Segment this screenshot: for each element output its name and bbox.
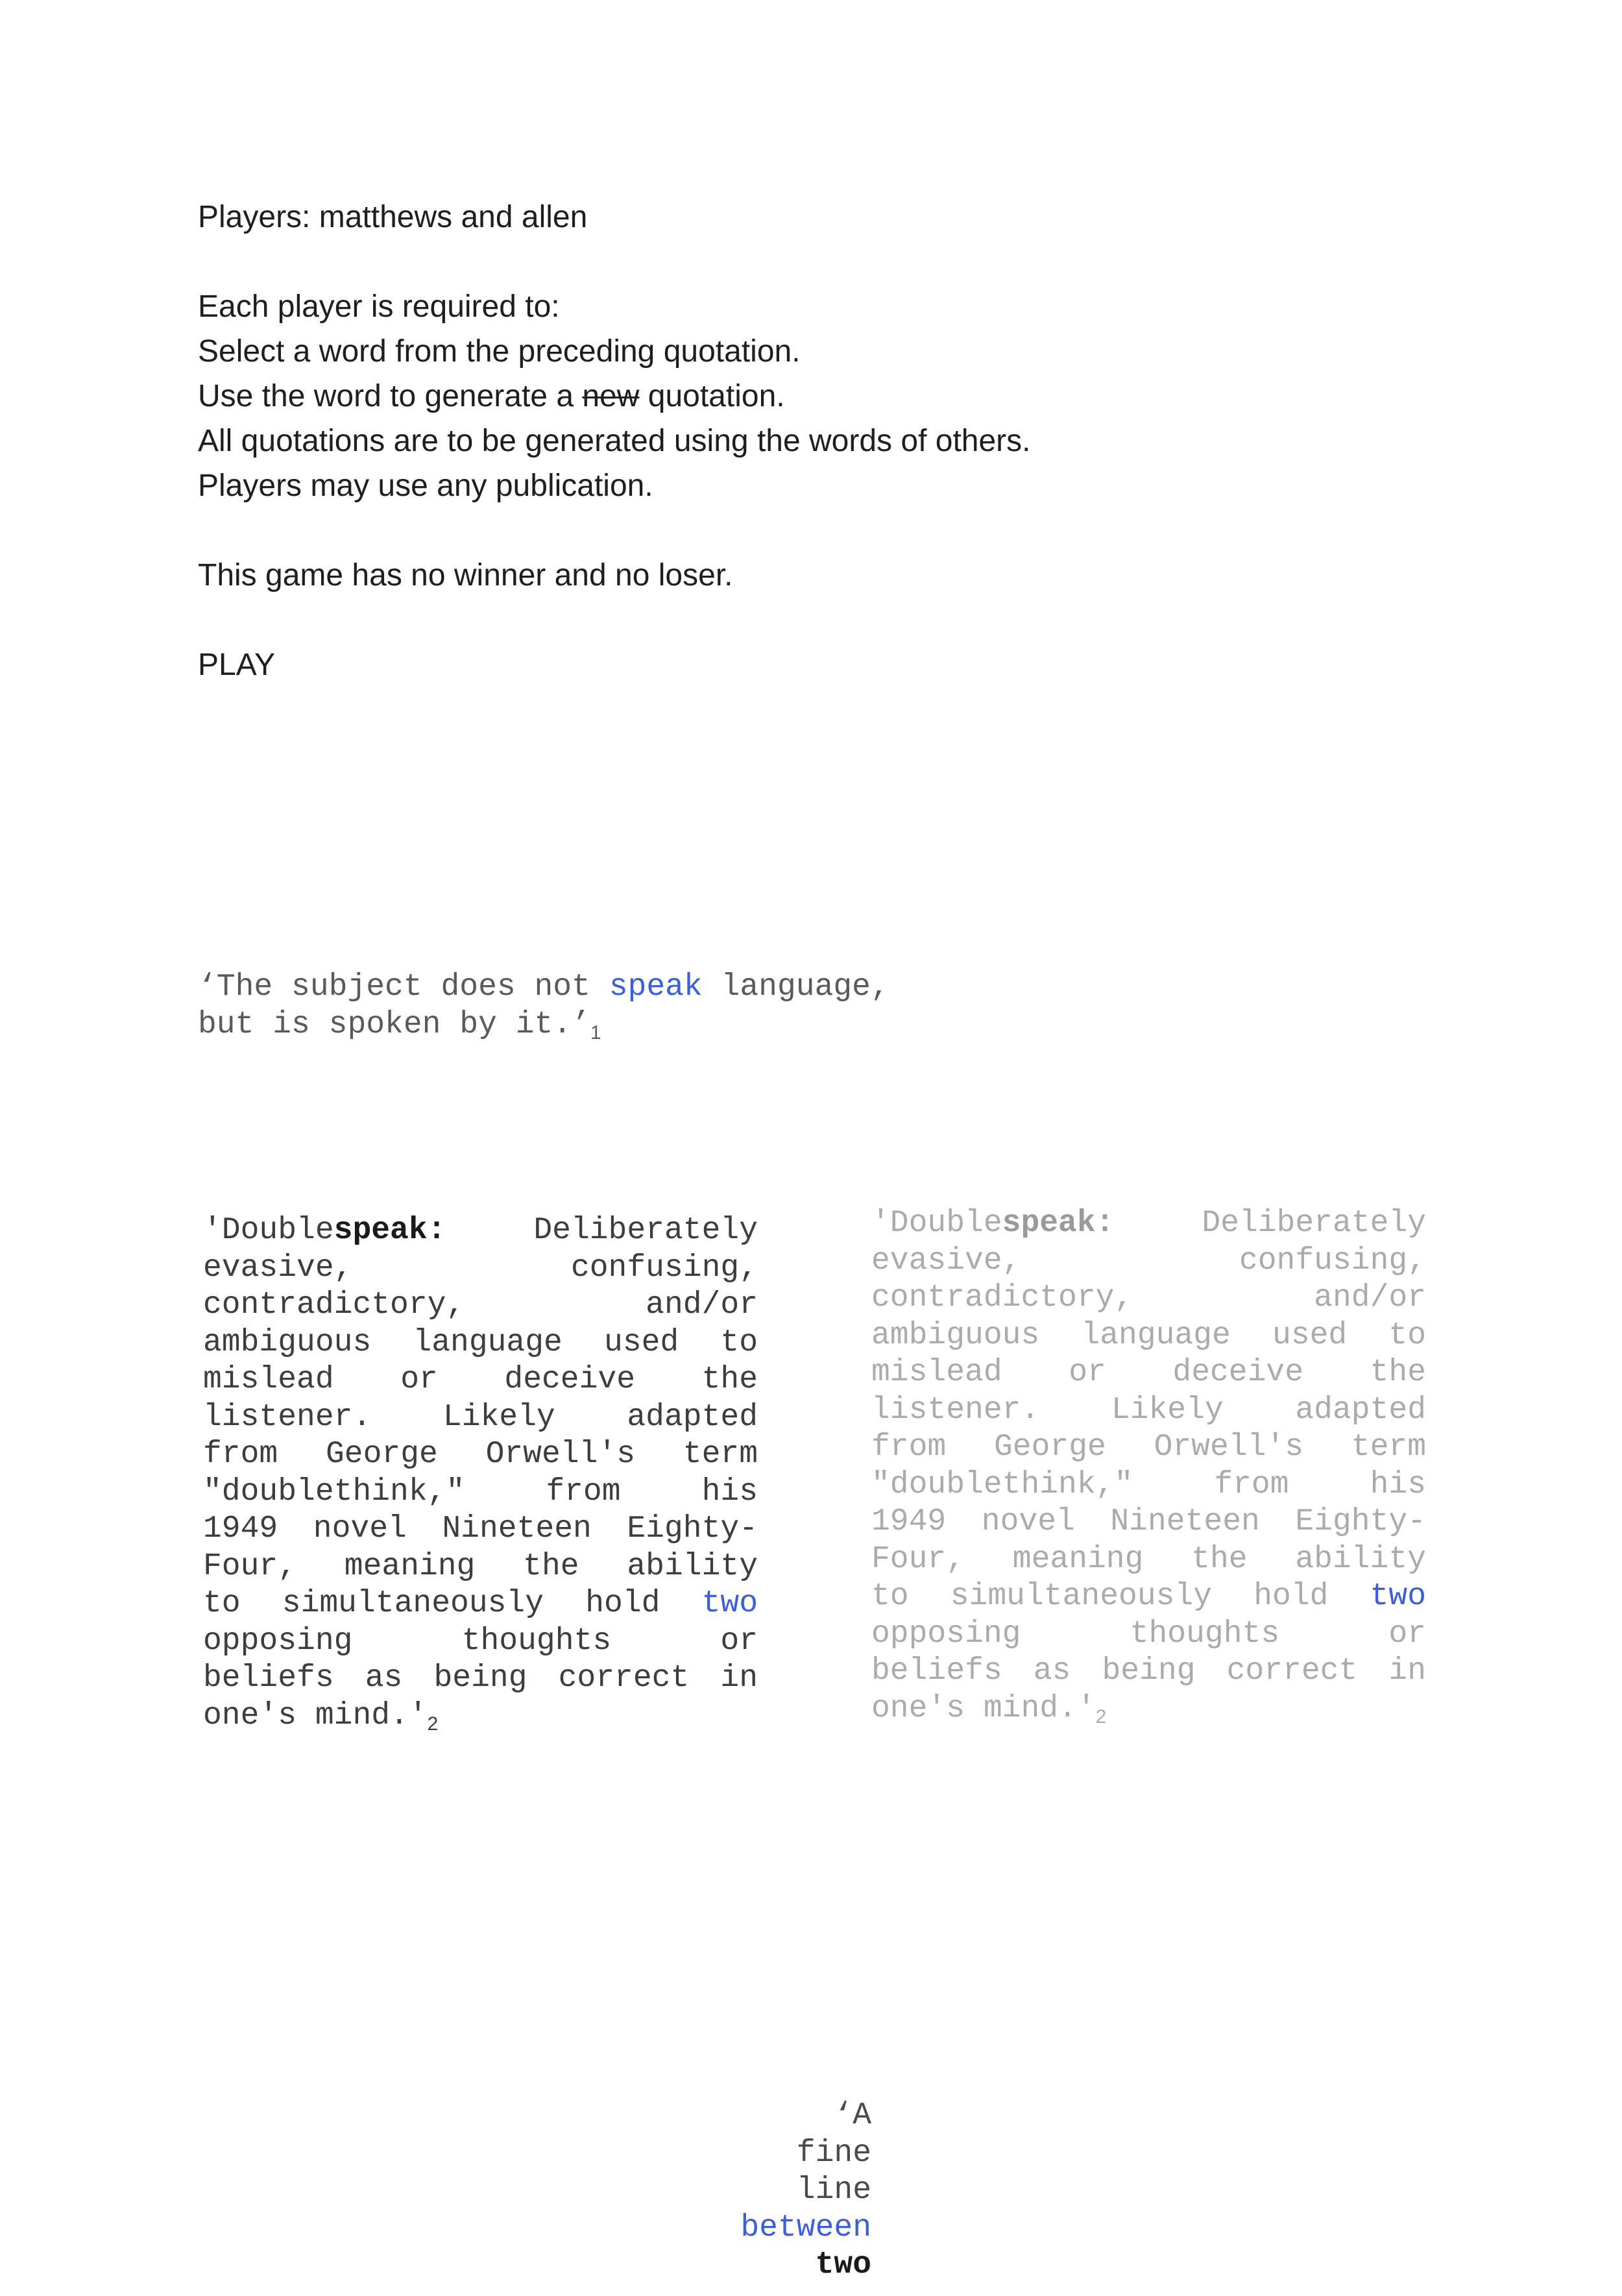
quotation-2-faded-text: 'Double <box>871 1206 1002 1241</box>
quotation-2-faded-text: listener. Likely adapted <box>871 1392 1426 1428</box>
quotation-2-faded-row <box>871 1616 1426 1654</box>
quotation-2-text: 'Double <box>203 1213 334 1248</box>
quotation-2-row <box>203 1287 758 1325</box>
requirement-heading: Each player is required to: <box>198 289 560 324</box>
quotation-2-faded-text: to simultaneously hold <box>871 1579 1370 1614</box>
quotation-2-text: opposing thoughts or <box>203 1623 758 1659</box>
rule-use-suffix: quotation. <box>639 379 785 413</box>
footnote-marker: 1 <box>590 1021 601 1044</box>
quotation-3-line: ‘A <box>834 2098 871 2133</box>
quotation-2-row <box>203 1585 758 1623</box>
quotation-3 <box>649 2097 871 2284</box>
quotation-2-row <box>203 1623 758 1661</box>
quotation-2-faded-row <box>871 1429 1426 1467</box>
quotation-1-text: but is spoken by it.’ <box>198 1007 590 1042</box>
rule-any-publication: Players may use any publication. <box>198 469 653 503</box>
quotation-2-faded-row <box>871 1467 1426 1504</box>
quotation-2-text: Deliberately <box>446 1213 758 1248</box>
quotation-2-text: ambiguous language used to <box>203 1325 758 1360</box>
quotation-2-faded-text: one's mind.' <box>871 1691 1096 1726</box>
quotation-2-faded-text: "doublethink," from his <box>871 1467 1426 1502</box>
quotation-3-line: line <box>796 2173 871 2208</box>
quotation-2-faded-text: evasive, confusing, <box>871 1243 1426 1278</box>
quotation-2-faded-row <box>871 1280 1426 1317</box>
keyword-speak-bold: speak: <box>333 1213 446 1248</box>
quotation-1-text: language, <box>702 970 890 1005</box>
quotation-2-faded-row <box>871 1392 1426 1430</box>
game-rules <box>198 195 1366 687</box>
keyword-two-bold: two <box>815 2247 871 2282</box>
keyword-two: two <box>701 1586 758 1621</box>
quotation-2-text: evasive, confusing, <box>203 1250 758 1286</box>
quotation-2-faded-text: from George Orwell's term <box>871 1430 1426 1465</box>
quotation-2-faded-text: beliefs as being correct in <box>871 1654 1426 1689</box>
keyword-speak-bold: speak: <box>1002 1206 1115 1241</box>
quotation-1-line-1 <box>198 969 890 1007</box>
quotation-2-text: listener. Likely adapted <box>203 1399 758 1435</box>
quotation-2-faded-text: Deliberately <box>1114 1206 1426 1241</box>
quotation-1-text: ‘The subject does not <box>198 970 609 1005</box>
quotation-1-line-2 <box>198 1007 890 1044</box>
rule-words-of-others: All quotations are to be generated using the words of others. <box>198 424 1031 458</box>
spacer <box>198 239 1366 284</box>
quotation-2-row <box>203 1660 758 1698</box>
quotation-2-row <box>203 1698 758 1735</box>
keyword-two: two <box>1370 1579 1426 1614</box>
quotation-2-faded-text: 1949 novel Nineteen Eighty- <box>871 1504 1426 1539</box>
quotation-2-row <box>203 1250 758 1288</box>
spacer <box>198 508 1366 553</box>
quotation-2-row <box>203 1362 758 1399</box>
quotation-2-faded-text: Four, meaning the ability <box>871 1541 1426 1577</box>
keyword-between: between <box>740 2210 871 2245</box>
quotation-2-text: from George Orwell's term <box>203 1437 758 1472</box>
quotation-2-faded-row <box>871 1243 1426 1280</box>
quotation-2-faded-row <box>871 1691 1426 1728</box>
struck-word-new: new <box>582 379 640 413</box>
quotation-2-faded-row <box>871 1541 1426 1579</box>
footnote-marker: 2 <box>427 1713 439 1735</box>
players-line: Players: matthews and allen <box>198 200 588 234</box>
quotation-2-row <box>203 1212 758 1250</box>
quotation-2-text: "doublethink," from his <box>203 1474 758 1509</box>
quotation-2-faded-text: mislead or deceive the <box>871 1355 1426 1390</box>
quotation-2-text: Four, meaning the ability <box>203 1548 758 1584</box>
quotation-2-faded-row <box>871 1317 1426 1355</box>
quotation-2-text: mislead or deceive the <box>203 1362 758 1397</box>
quotation-2-text: to simultaneously hold <box>203 1586 702 1621</box>
quotation-2-row <box>203 1511 758 1548</box>
quotation-2-column-right-faded <box>871 1205 1426 1728</box>
play-label: PLAY <box>198 648 276 682</box>
quotation-2-faded-row <box>871 1504 1426 1541</box>
quotation-2-faded-text: ambiguous language used to <box>871 1317 1426 1353</box>
quotation-2-row <box>203 1325 758 1362</box>
quotation-2-faded-row <box>871 1653 1426 1691</box>
quotation-2-faded-row <box>871 1578 1426 1616</box>
quotation-2-column-left <box>203 1212 758 1735</box>
quotation-2-text: beliefs as being correct in <box>203 1661 758 1696</box>
quotation-2-row <box>203 1399 758 1437</box>
quotation-2-text: 1949 novel Nineteen Eighty- <box>203 1511 758 1546</box>
quotation-3-line: fine <box>796 2135 871 2171</box>
rule-select-word: Select a word from the preceding quotation. <box>198 334 801 369</box>
rule-use-word <box>198 374 1366 419</box>
no-winner-line: This game has no winner and no loser. <box>198 558 733 592</box>
quotation-2-faded-text: opposing thoughts or <box>871 1616 1426 1652</box>
quotation-2-text: one's mind.' <box>203 1698 428 1733</box>
rule-use-prefix: Use the word to generate a <box>198 379 583 413</box>
quotation-1 <box>198 969 890 1044</box>
quotation-2-faded-row <box>871 1205 1426 1243</box>
quotation-2-row <box>203 1436 758 1474</box>
quotation-2-faded-row <box>871 1354 1426 1392</box>
spacer <box>198 598 1366 642</box>
quotation-2-row <box>203 1474 758 1511</box>
quotation-2-faded-text: contradictory, and/or <box>871 1280 1426 1315</box>
footnote-marker: 2 <box>1095 1705 1107 1728</box>
keyword-speak: speak <box>609 970 703 1005</box>
quotation-2-row <box>203 1548 758 1586</box>
quotation-2-text: contradictory, and/or <box>203 1288 758 1323</box>
